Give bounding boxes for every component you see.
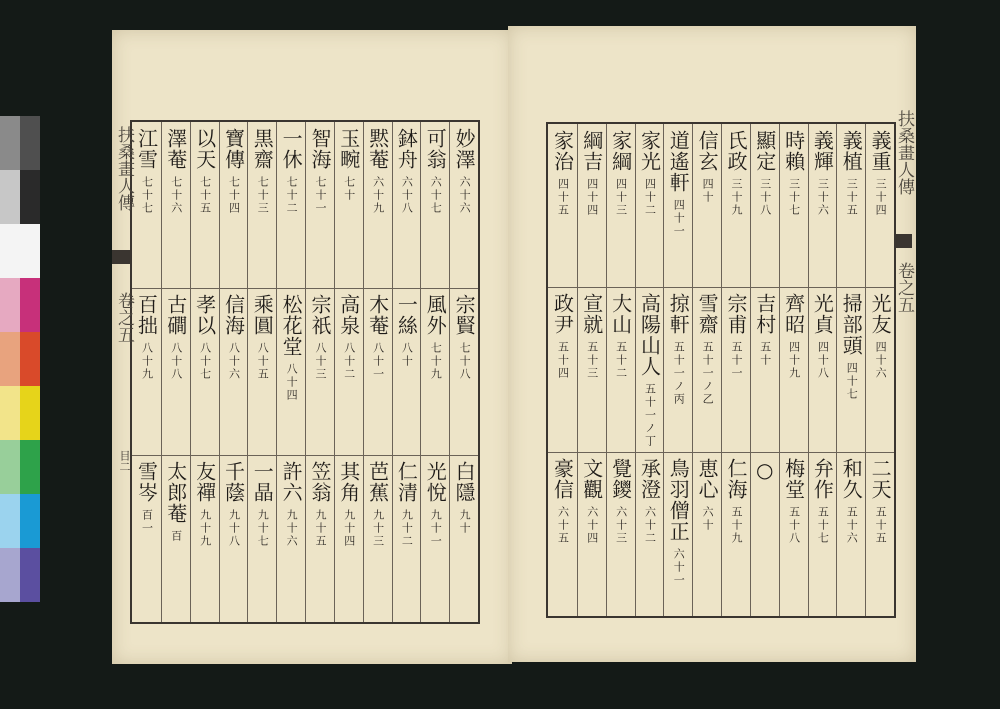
artist-name: 道遙軒 — [666, 130, 691, 193]
entry-cell — [548, 458, 577, 545]
color-patch — [20, 224, 40, 278]
row-divider — [548, 287, 894, 288]
entry-number: 五十一ノ丙 — [672, 341, 686, 406]
artist-name: 大山 — [608, 293, 633, 335]
color-swatch — [0, 386, 40, 440]
entry-cell — [335, 294, 363, 381]
color-patch — [0, 494, 20, 548]
artist-name: 綱吉 — [579, 130, 604, 172]
entry-cell — [751, 130, 779, 217]
artist-name: 光悅 — [423, 461, 448, 503]
artist-name: 許六 — [279, 461, 304, 503]
entry-number: 八十一 — [371, 342, 385, 381]
color-patch — [20, 278, 40, 332]
artist-name: 宣就 — [579, 293, 604, 335]
entry-number: 八十二 — [342, 342, 356, 381]
entry-number: 五十九 — [729, 506, 743, 545]
left-page-frame — [130, 120, 480, 624]
left-page-volume: 卷之五 — [114, 292, 134, 343]
color-patch — [0, 332, 20, 386]
entry-cell — [306, 128, 334, 215]
entry-cell — [837, 130, 865, 217]
entry-cell — [220, 128, 248, 215]
entry-cell — [636, 130, 664, 217]
entry-number: 五十六 — [845, 506, 859, 545]
entry-cell — [335, 461, 363, 548]
artist-name: 風外 — [423, 294, 448, 336]
entry-number: 九十四 — [342, 509, 356, 548]
left-column — [449, 122, 478, 622]
entry-cell — [335, 128, 363, 202]
entry-cell — [421, 294, 449, 381]
entry-number: 四十七 — [845, 362, 859, 401]
color-patch — [20, 170, 40, 224]
artist-name: 信海 — [221, 294, 246, 336]
entry-number: 七十七 — [140, 176, 154, 215]
artist-name: 雪齋 — [695, 293, 720, 335]
artist-name: 黙菴 — [365, 128, 390, 170]
entry-number: 六十六 — [458, 176, 472, 215]
artist-name: 梅堂 — [781, 458, 806, 500]
entry-number: 九十一 — [429, 509, 443, 548]
entry-cell — [607, 293, 635, 380]
entry-number: 七十二 — [285, 176, 299, 215]
entry-number: 七十 — [342, 176, 356, 202]
entry-number: 四十四 — [585, 178, 599, 217]
artist-name: 覺鑁 — [608, 458, 633, 500]
entry-cell — [421, 461, 449, 548]
left-page-number: 目二 — [118, 450, 131, 472]
artist-name: 恵心 — [695, 458, 720, 500]
left-page — [112, 30, 512, 664]
entry-cell — [780, 130, 808, 217]
artist-name: 家綱 — [608, 130, 633, 172]
right-page-header: 扶桑畫人傳 — [894, 110, 914, 195]
entry-cell — [664, 458, 692, 587]
entry-number: 七十一 — [313, 176, 327, 215]
artist-name: 光貞 — [810, 293, 835, 335]
entry-cell — [578, 130, 606, 217]
entry-cell — [809, 293, 837, 380]
entry-cell — [306, 294, 334, 381]
artist-name: 智海 — [307, 128, 332, 170]
color-patch — [0, 440, 20, 494]
entry-number: 八十六 — [227, 342, 241, 381]
entry-cell — [636, 293, 664, 448]
entry-number: 五十七 — [816, 506, 830, 545]
entry-number: 八十九 — [140, 342, 154, 381]
artist-name: 和久 — [839, 458, 864, 500]
fish-tail-mark — [112, 250, 130, 264]
color-swatch — [0, 224, 40, 278]
entry-cell — [837, 293, 865, 401]
entry-number: 九十二 — [400, 509, 414, 548]
artist-name: 義輝 — [810, 130, 835, 172]
artist-name: 黒齋 — [250, 128, 275, 170]
entry-cell — [693, 293, 721, 406]
artist-name: 義重 — [868, 130, 893, 172]
entry-number: 三十五 — [845, 178, 859, 217]
color-swatch — [0, 494, 40, 548]
artist-name: 可翁 — [423, 128, 448, 170]
color-swatch — [0, 548, 40, 602]
entry-number: 五十 — [758, 341, 772, 367]
entry-number: 四十二 — [643, 178, 657, 217]
artist-name: 友禪 — [192, 461, 217, 503]
color-patch — [20, 332, 40, 386]
right-column — [750, 124, 779, 616]
entry-number: 四十五 — [556, 178, 570, 217]
artist-name: 一休 — [279, 128, 304, 170]
color-swatch — [0, 170, 40, 224]
row-divider — [132, 455, 478, 456]
artist-name: 以天 — [192, 128, 217, 170]
entry-number: 六十八 — [400, 176, 414, 215]
entry-number: 七十三 — [256, 176, 270, 215]
color-patch — [20, 386, 40, 440]
right-column — [721, 124, 750, 616]
artist-name: 掠軒 — [666, 293, 691, 335]
artist-name: 一晶 — [250, 461, 275, 503]
entry-number: 五十三 — [585, 341, 599, 380]
entry-cell — [693, 130, 721, 204]
artist-name: 其角 — [336, 461, 361, 503]
entry-number: 五十一ノ乙 — [701, 341, 715, 406]
entry-number: 九十六 — [285, 509, 299, 548]
entry-cell — [866, 458, 894, 545]
artist-name: 百拙 — [134, 294, 159, 336]
entry-number: 八十七 — [198, 342, 212, 381]
artist-name: 太郎菴 — [163, 461, 188, 524]
entry-cell — [220, 294, 248, 381]
entry-number: 六十二 — [643, 506, 657, 545]
row-divider — [548, 452, 894, 453]
color-patch — [0, 278, 20, 332]
artist-name: 光友 — [868, 293, 893, 335]
artist-name: 時賴 — [781, 130, 806, 172]
artist-name: 家治 — [550, 130, 575, 172]
right-column — [548, 124, 577, 616]
left-column — [276, 122, 305, 622]
entry-cell — [780, 458, 808, 545]
artist-name: 吉村 — [752, 293, 777, 335]
color-patch — [20, 494, 40, 548]
entry-number: 三十八 — [758, 178, 772, 217]
entry-cell — [248, 128, 276, 215]
color-patch — [20, 116, 40, 170]
entry-number: 六十四 — [585, 506, 599, 545]
entry-cell — [578, 293, 606, 380]
entry-cell — [722, 458, 750, 545]
artist-name: 掃部頭 — [839, 293, 864, 356]
entry-cell — [393, 294, 421, 368]
fish-tail-mark — [894, 234, 912, 248]
color-patch — [0, 170, 20, 224]
entry-number: 五十一ノ丁 — [643, 383, 657, 448]
artist-name: 宗祇 — [307, 294, 332, 336]
entry-cell — [866, 293, 894, 380]
artist-name: 江雪 — [134, 128, 159, 170]
entry-number: 五十四 — [556, 341, 570, 380]
entry-cell — [693, 458, 721, 532]
color-patch — [0, 224, 20, 278]
artist-name: 松花堂 — [279, 294, 304, 357]
artist-name: 澤菴 — [163, 128, 188, 170]
entry-number: 八十八 — [169, 342, 183, 381]
entry-cell — [421, 128, 449, 215]
left-page-table — [132, 122, 478, 622]
right-page — [508, 26, 916, 662]
entry-cell — [664, 293, 692, 406]
artist-name: 仁清 — [394, 461, 419, 503]
entry-cell — [162, 294, 190, 381]
entry-cell — [277, 461, 305, 548]
artist-name: 寶傳 — [221, 128, 246, 170]
entry-cell — [220, 461, 248, 548]
entry-number: 六十三 — [614, 506, 628, 545]
color-swatch — [0, 440, 40, 494]
entry-cell — [162, 128, 190, 215]
entry-number: 三十七 — [787, 178, 801, 217]
right-column — [779, 124, 808, 616]
artist-name: 豪信 — [550, 458, 575, 500]
right-column — [577, 124, 606, 616]
right-column — [692, 124, 721, 616]
artist-name: 家光 — [637, 130, 662, 172]
color-patch — [20, 548, 40, 602]
entry-cell — [866, 130, 894, 217]
artist-name: 玉畹 — [336, 128, 361, 170]
artist-name: 木菴 — [365, 294, 390, 336]
entry-number: 四十八 — [816, 341, 830, 380]
entry-cell — [636, 458, 664, 545]
entry-cell — [450, 461, 478, 535]
right-page-volume: 卷之五 — [894, 262, 914, 313]
left-column — [161, 122, 190, 622]
entry-number: 百一 — [140, 509, 154, 535]
right-column — [836, 124, 865, 616]
artist-name: 宗賢 — [452, 294, 477, 336]
artist-name: 笠翁 — [307, 461, 332, 503]
right-column — [606, 124, 635, 616]
entry-number: 五十二 — [614, 341, 628, 380]
entry-number: 七十八 — [458, 342, 472, 381]
entry-number: 百 — [169, 530, 183, 543]
artist-name: 二天 — [868, 458, 893, 500]
entry-number: 九十八 — [227, 509, 241, 548]
artist-name: 宗甫 — [723, 293, 748, 335]
entry-cell — [450, 128, 478, 215]
left-column — [392, 122, 421, 622]
entry-number: 四十三 — [614, 178, 628, 217]
entry-cell — [751, 293, 779, 367]
entry-cell — [722, 293, 750, 380]
entry-cell — [809, 458, 837, 545]
entry-cell — [162, 461, 190, 543]
entry-cell — [548, 130, 577, 217]
entry-cell — [364, 128, 392, 215]
artist-name: 仁海 — [723, 458, 748, 500]
left-column — [305, 122, 334, 622]
entry-number: 七十四 — [227, 176, 241, 215]
right-column — [865, 124, 894, 616]
artist-name: 孝以 — [192, 294, 217, 336]
entry-cell — [393, 461, 421, 548]
entry-cell — [607, 130, 635, 217]
entry-number: 七十五 — [198, 176, 212, 215]
entry-cell — [248, 461, 276, 548]
left-column — [420, 122, 449, 622]
entry-number: 八十 — [400, 342, 414, 368]
color-calibration-chart — [0, 116, 40, 602]
color-patch — [20, 440, 40, 494]
artist-name: 妙澤 — [452, 128, 477, 170]
artist-name: 氏政 — [723, 130, 748, 172]
entry-number: 三十九 — [729, 178, 743, 217]
row-divider — [132, 288, 478, 289]
entry-cell — [306, 461, 334, 548]
entry-number: 七十九 — [429, 342, 443, 381]
right-column — [635, 124, 664, 616]
entry-number: 四十一 — [672, 199, 686, 238]
artist-name: 承澄 — [637, 458, 662, 500]
artist-name: 信玄 — [695, 130, 720, 172]
right-page-frame — [546, 122, 896, 618]
left-column — [247, 122, 276, 622]
entry-number: 五十五 — [874, 506, 888, 545]
right-page-table — [548, 124, 894, 616]
color-swatch — [0, 332, 40, 386]
entry-cell — [837, 458, 865, 545]
entry-cell — [578, 458, 606, 545]
entry-cell — [664, 130, 692, 238]
entry-cell — [191, 128, 219, 215]
entry-cell — [277, 128, 305, 215]
entry-number: 四十六 — [874, 341, 888, 380]
left-page-header: 扶桑畫人傳 — [114, 126, 134, 211]
entry-number: 九十 — [458, 509, 472, 535]
entry-number: 八十四 — [285, 363, 299, 402]
entry-cell — [809, 130, 837, 217]
entry-number: 六十七 — [429, 176, 443, 215]
artist-name: 文觀 — [579, 458, 604, 500]
entry-cell — [191, 461, 219, 548]
entry-cell — [364, 294, 392, 381]
entry-cell — [277, 294, 305, 402]
artist-name: 鳥羽僧正 — [666, 458, 691, 542]
entry-number: 七十六 — [169, 176, 183, 215]
entry-cell — [751, 458, 779, 489]
entry-number: 八十五 — [256, 342, 270, 381]
entry-number: 五十八 — [787, 506, 801, 545]
color-patch — [0, 386, 20, 440]
artist-name: 芭蕉 — [365, 461, 390, 503]
artist-name: 古磵 — [163, 294, 188, 336]
entry-number: 九十九 — [198, 509, 212, 548]
left-column — [363, 122, 392, 622]
right-column — [808, 124, 837, 616]
artist-name: ○ — [752, 458, 777, 483]
entry-number: 三十四 — [874, 178, 888, 217]
artist-name: 乘圓 — [250, 294, 275, 336]
artist-name: 顯定 — [752, 130, 777, 172]
artist-name: 政尹 — [550, 293, 575, 335]
artist-name: 高陽山人 — [637, 293, 662, 377]
entry-cell — [132, 461, 161, 535]
entry-number: 四十九 — [787, 341, 801, 380]
entry-number: 九十七 — [256, 509, 270, 548]
entry-cell — [191, 294, 219, 381]
entry-number: 六十九 — [371, 176, 385, 215]
entry-cell — [607, 458, 635, 545]
artist-name: 鉢舟 — [394, 128, 419, 170]
left-column — [190, 122, 219, 622]
entry-number: 四十 — [701, 178, 715, 204]
color-patch — [0, 116, 20, 170]
color-swatch — [0, 278, 40, 332]
artist-name: 弁作 — [810, 458, 835, 500]
artist-name: 雪岑 — [134, 461, 159, 503]
artist-name: 齊昭 — [781, 293, 806, 335]
entry-cell — [722, 130, 750, 217]
artist-name: 義植 — [839, 130, 864, 172]
entry-number: 八十三 — [313, 342, 327, 381]
entry-number: 六十一 — [672, 548, 686, 587]
entry-cell — [548, 293, 577, 380]
artist-name: 一絲 — [394, 294, 419, 336]
entry-cell — [393, 128, 421, 215]
entry-number: 九十五 — [313, 509, 327, 548]
entry-number: 九十三 — [371, 509, 385, 548]
entry-number: 六十五 — [556, 506, 570, 545]
entry-number: 三十六 — [816, 178, 830, 217]
left-column — [334, 122, 363, 622]
entry-number: 五十一 — [729, 341, 743, 380]
artist-name: 千蔭 — [221, 461, 246, 503]
color-patch — [0, 548, 20, 602]
entry-cell — [364, 461, 392, 548]
entry-cell — [780, 293, 808, 380]
left-column — [219, 122, 248, 622]
right-column — [663, 124, 692, 616]
color-swatch — [0, 116, 40, 170]
artist-name: 白隱 — [452, 461, 477, 503]
entry-cell — [450, 294, 478, 381]
artist-name: 高泉 — [336, 294, 361, 336]
entry-number: 六十 — [701, 506, 715, 532]
entry-cell — [248, 294, 276, 381]
